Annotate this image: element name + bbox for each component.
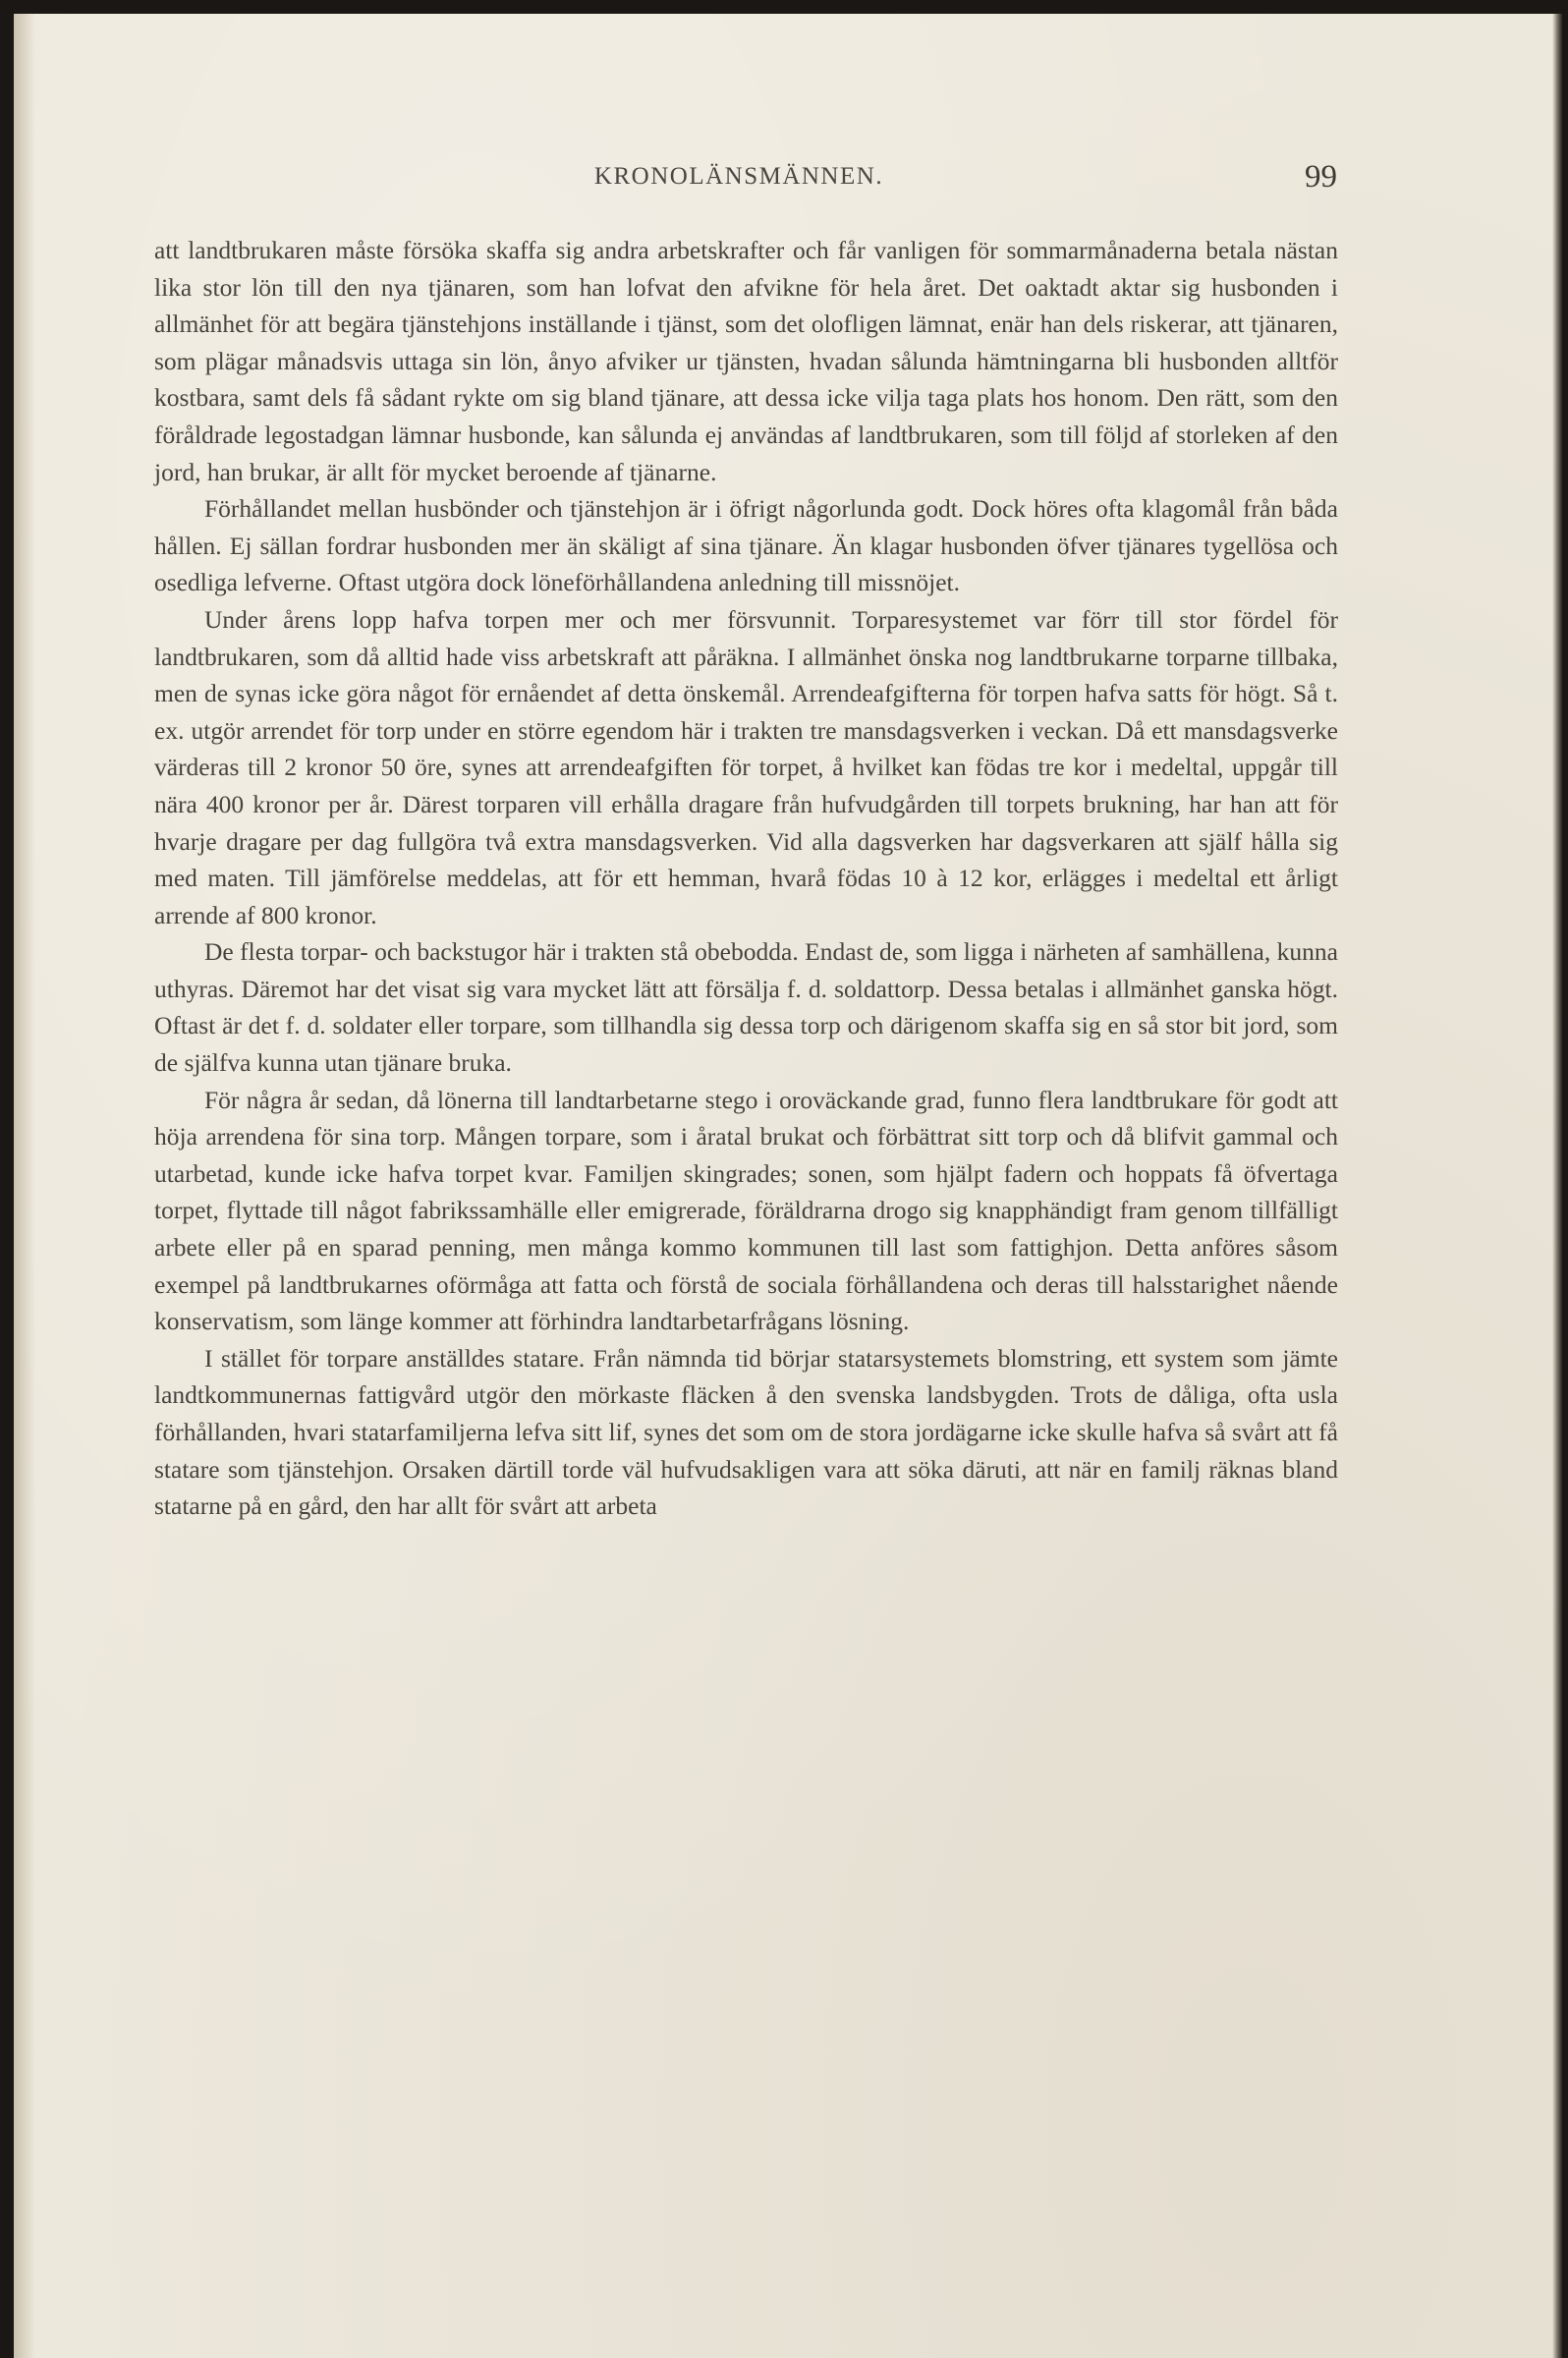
paragraph: Under årens lopp hafva torpen mer och mer försvunnit. Torparesystemet var förr till stor fördel för landtbrukaren, som då alltid hade viss arbetskraft att påräkna. I allmänhet önska nog landtbrukarne torparne tillbaka, men de synas icke göra något för ernåendet af detta önskemål. Arrendeafgifterna för torpen hafva satts för högt. Så t. ex. utgör arrendet för torp under en större egendom här i trakten tre mansdagsverken i veckan. Då ett mansdagsverke värderas till 2 kronor 50 öre, synes att arrendeafgiften för torpet, å hvilket kan födas tre kor i medeltal, uppgår till nära 400 kronor per år. Därest torparen vill erhålla dragare från hufvudgården till torpets brukning, har han att för hvarje dragare per dag fullgöra två extra mansdagsverken. Vid alla dagsverken har dagsverkaren att själf hålla sig med maten. Till jämförelse meddelas, att för ett hemman, hvarå födas 10 à 12 kor, erlägges i medeltal ett årligt arrende af 800 kronor. bbox=[154, 604, 1338, 929]
paragraph: För några år sedan, då lönerna till landtarbetarne stego i oroväckande grad, funno flera landtbrukare för godt att höja arrendena för sina torp. Mången torpare, som i åratal brukat och förbättrat sitt torp och då blifvit gammal och utarbetad, kunde icke hafva torpet kvar. Familjen skingrades; sonen, som hjälpt fadern och hoppats få öfvertaga torpet, flyttade till något fabrikssamhälle eller emigrerade, föräldrarna drogo sig knapphändigt fram genom tillfälligt arbete eller på en sparad penning, men många kommo kommunen till last som fattighjon. Detta anföres såsom exempel på landtbrukarnes oförmåga att fatta och förstå de sociala förhållandena och deras till halsstarighet nående konservatism, som länge kommer att förhindra landtarbetarfrågans lösning. bbox=[154, 1085, 1338, 1336]
page-number: 99 bbox=[1305, 159, 1337, 195]
running-head bbox=[137, 159, 1341, 198]
running-head-title: KRONOLÄNSMÄNNEN. bbox=[593, 163, 884, 190]
body-text bbox=[154, 232, 1338, 1525]
paragraph: att landtbrukaren måste försöka skaffa sig andra arbetskrafter och får vanligen för sommarmånaderna betala nästan lika stor lön till den nya tjänaren, som han lofvat den afvikne för hela året. Det oaktadt aktar sig husbonden i allmänhet för att begära tjänstehjons inställande i tjänst, som det olofligen lämnat, enär han dels riskerar, att tjänaren, som plägar månadsvis uttaga sin lön, ånyo afviker ur tjänsten, hvadan sålunda hämtningarna bli husbonden alltför kostbara, samt dels få sådant rykte om sig bland tjänare, att dessa icke vilja taga plats hos honom. Den rätt, som den föråldrade legostadgan lämnar husbonde, kan sålunda ej användas af landtbrukaren, som till följd af storleken af den jord, han brukar, är allt för mycket beroende af tjänarne. bbox=[154, 236, 1338, 486]
page-edge bbox=[1552, 14, 1562, 2358]
book-page bbox=[14, 14, 1562, 2358]
spine-shadow bbox=[14, 14, 35, 2358]
paragraph: Förhållandet mellan husbönder och tjänstehjon är i öfrigt någorlunda godt. Dock höres ofta klagomål från båda hållen. Ej sällan fordrar husbonden mer än skäligt af sina tjänare. Än klagar husbonden öfver tjänares tygellösa och osedliga lefverne. Oftast utgöra dock löneförhållandena anledning till missnöjet. bbox=[154, 494, 1338, 597]
paragraph: I stället för torpare anställdes statare. Från nämnda tid börjar statarsystemets blomstring, ett system som jämte landtkommunernas fattigvård utgör den mörkaste fläcken å den svenska landsbygden. Trots de dåliga, ofta usla förhållanden, hvari statarfamiljerna lefva sitt lif, synes det som om de stora jordägarne icke skulle hafva så svårt att få statare som tjänstehjon. Orsaken därtill torde väl hufvudsakligen vara att söka däruti, att när en familj räknas bland statarne på en gård, den har allt för svårt att arbeta bbox=[154, 1343, 1338, 1521]
paragraph: De flesta torpar- och backstugor här i trakten stå obebodda. Endast de, som ligga i närheten af samhällena, kunna uthyras. Däremot har det visat sig vara mycket lätt att försälja f. d. soldattorp. Dessa betalas i allmänhet ganska högt. Oftast är det f. d. soldater eller torpare, som tillhandla sig dessa torp och därigenom skaffa sig en så stor bit jord, som de själfva kunna utan tjänare bruka. bbox=[154, 937, 1338, 1078]
